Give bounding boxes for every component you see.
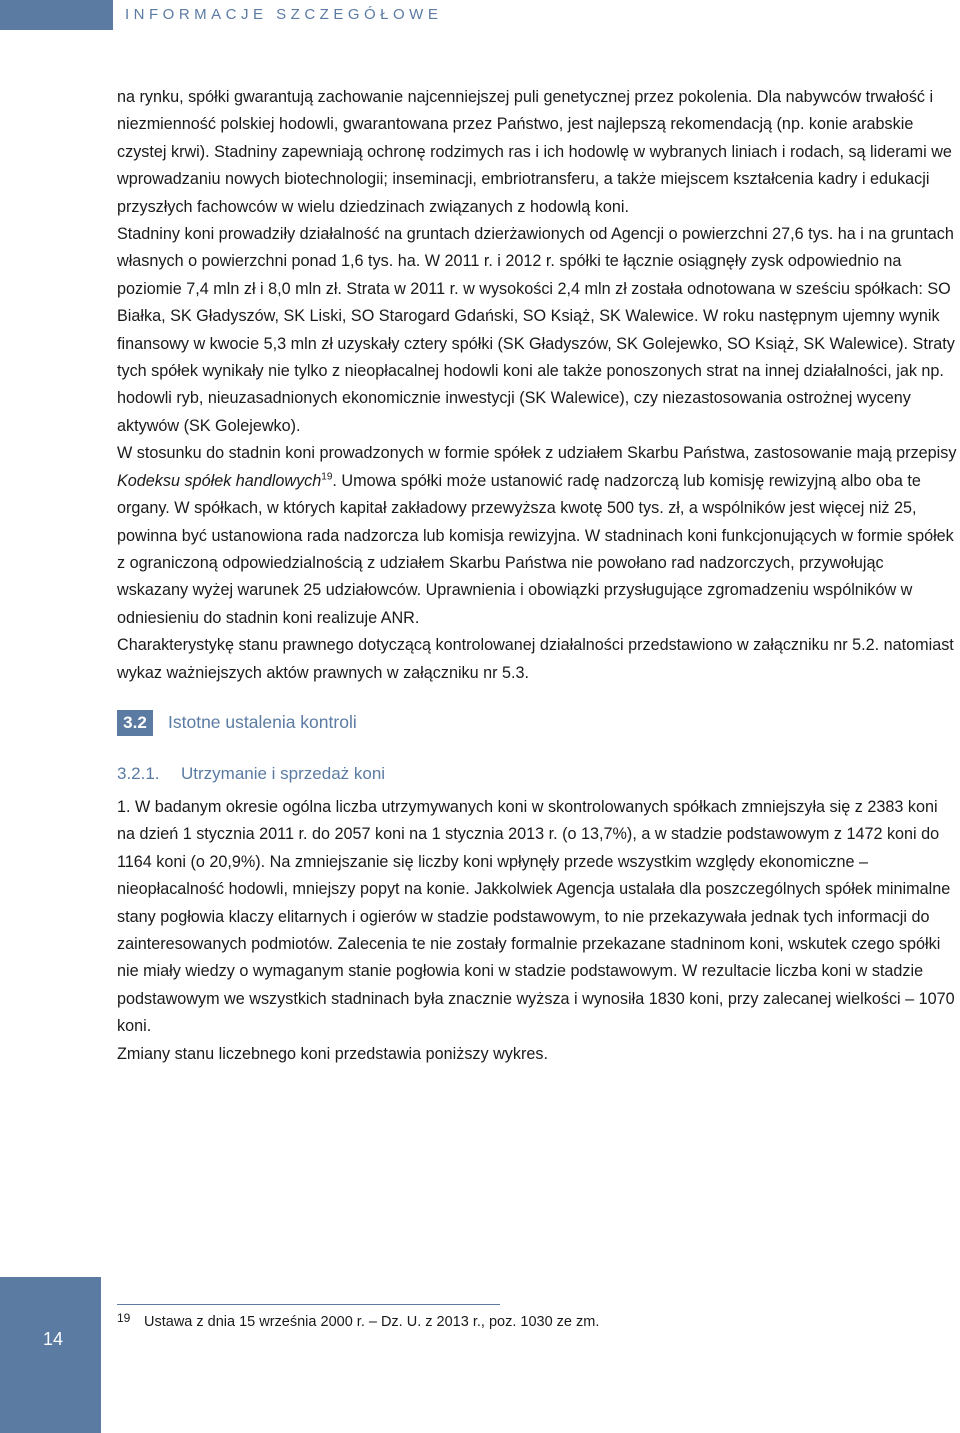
kodeks-text-after: . Umowa spółki może ustanowić radę nadzorczą lub komisję rewizyjną albo oba te organy. W spółkach, w których kapitał zakładowy przewyższa kwotę 500 tys. zł, a wspólników jest więcej niż 25, powinna być ustanowiona rada nadzorcza lub komisja rewizyjna. W stadninach koni funkcjonujących w formie spółek z ograniczoną odpowiedzialnością z udziałem Skarbu Państwa nie powołano rad nadzorczych, przywołując wskazany wyżej warunek 25 udziałowców. Uprawnienia i obowiązki przysługujące zgromadzeniu wspólników w odniesieniu do stadnin koni realizuje ANR. [117, 471, 954, 627]
subsection-number: 3.2.1. [117, 764, 160, 784]
section-heading [117, 708, 959, 738]
running-header: INFORMACJE SZCZEGÓŁOWE [125, 6, 443, 23]
subsection-title: Utrzymanie i sprzedaż koni [181, 764, 386, 784]
paragraph-charakterystyka: Charakterystykę stanu prawnego dotyczącą kontrolowanej działalności przedstawiono w załączniku nr 5.2. natomiast wykaz ważniejszych aktów prawnych w załączniku nr 5.3. [117, 636, 954, 682]
header-color-block [0, 0, 113, 30]
footnote-ref[interactable]: 19 [321, 471, 333, 483]
footnote [117, 1311, 600, 1330]
paragraph-zmiany: Zmiany stanu liczebnego koni przedstawia poniższy wykres. [117, 1044, 548, 1063]
section-title: Istotne ustalenia kontroli [168, 712, 357, 733]
page-number-box [0, 1277, 101, 1433]
paragraph-grunty-finanse: Stadniny koni prowadziły działalność na gruntach dzierżawionych od Agencji o powierzchni 27,6 tys. ha i na gruntach własnych o powierzchni ponad 1,6 tys. ha. W 2011 r. i 2012 r. spółki te łącznie osiągnęły zysk odpowiednio na poziomie 7,4 mln zł i 8,0 mln zł. Strata w 2011 r. w wysokości 2,4 mln zł została odnotowana w sześciu spółkach: SO Białka, SK Gładyszów, SK Liski, SO Starogard Gdański, SO Książ, SK Walewice. W roku następnym ujemny wynik finansowy w kwocie 5,3 mln zł uzyskały cztery spółki (SK Gładyszów, SK Golejewko, SO Książ, SK Walewice). Straty tych spółek wynikały nie tylko z nieopłacalnej hodowli koni ale także ponoszonych strat na innej działalności, jak np. hodowli ryb, nieuzasadnionych ekonomicznie inwestycji (SK Walewice), czy niezastosowania ostrożnej wyceny aktywów (SK Golejewko). [117, 225, 955, 435]
footnote-number: 19 [117, 1311, 131, 1325]
kodeks-text-before: W stosunku do stadnin koni prowadzonych w formie spółek z udziałem Skarbu Państwa, zastosowanie mają przepisy [117, 444, 957, 463]
paragraph-kodeks [117, 440, 959, 632]
main-text [117, 84, 959, 1068]
section-number-badge: 3.2 [117, 710, 153, 736]
footnote-text: Ustawa z dnia 15 września 2000 r. – Dz. U. z 2013 r., poz. 1030 ze zm. [144, 1314, 600, 1330]
page-number: 14 [42, 1329, 64, 1349]
footnote-divider [117, 1304, 500, 1305]
subsection-heading [117, 760, 959, 788]
paragraph-point-1: 1. W badanym okresie ogólna liczba utrzymywanych koni w skontrolowanych spółkach zmniejszyła się z 2383 koni na dzień 1 stycznia 2011 r. do 2057 koni na 1 stycznia 2013 r. (o 13,7%), a w stadzie podstawowym z 1472 koni do 1164 koni (o 20,9%). Na zmniejszanie się liczby koni wpłynęły przede wszystkim względy ekonomiczne – nieopłacalność hodowli, mniejszy popyt na konie. Jakkolwiek Agencja ustalała dla poszczególnych spółek minimalne stany pogłowia klaczy elitarnych i ogierów w stadzie podstawowym, to nie przekazywała jednak tych informacji do zainteresowanych podmiotów. Zalecenia te nie zostały formalnie przekazane stadninom koni, wskutek czego spółki nie miały wiedzy o wymaganym stanie pogłowia koni w stadzie podstawowym. W rezultacie liczba koni w stadzie podstawowym we wszystkich stadninach była znacznie wyższa i wynosiła 1830 koni, przy zalecanej wielkości – 1070 koni. [117, 797, 955, 1036]
kodeks-italic: Kodeksu spółek handlowych [117, 471, 322, 490]
paragraph-stadniny-intro: na rynku, spółki gwarantują zachowanie najcenniejszej puli genetycznej przez pokolenia. Dla nabywców trwałość i niezmienność polskiej hodowli, gwarantowana przez Państwo, jest najlepszą rekomendacją (np. konie arabskie czystej krwi). Stadniny zapewniają ochronę rodzimych ras i ich hodowlę w wybranych liniach i rodach, są liderami we wprowadzaniu nowych biotechnologii; inseminacji, embriotransferu, a także miejscem kształcenia kadry i edukacji przyszłych fachowców w wielu dziedzinach związanych z hodowlą koni. [117, 88, 952, 216]
